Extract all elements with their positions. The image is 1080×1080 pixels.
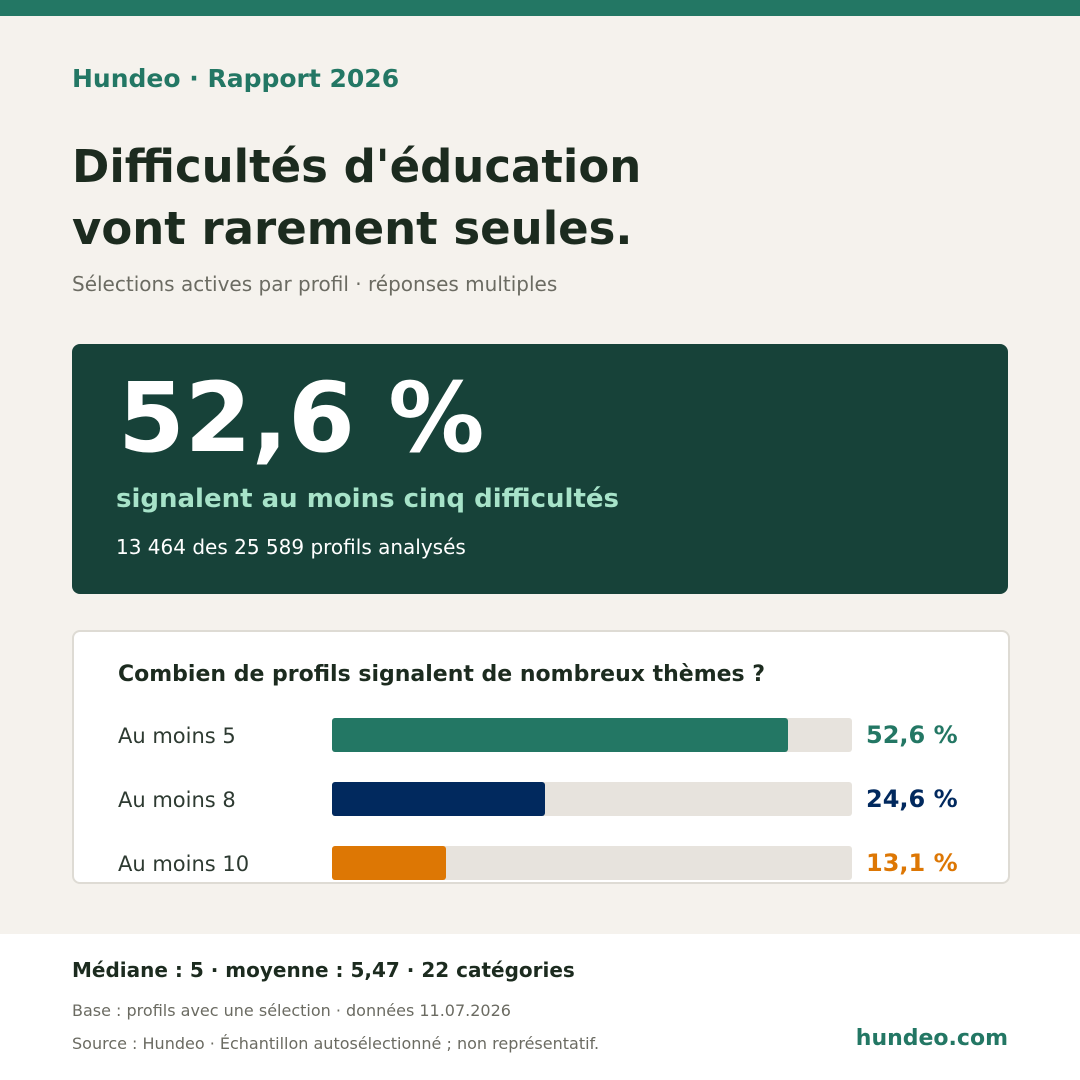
bar-fill — [332, 782, 545, 816]
bar-value-label: 13,1 % — [866, 849, 958, 877]
bar-row — [74, 718, 1008, 754]
website-link[interactable]: hundeo.com — [855, 1026, 1008, 1051]
bar-chart-card — [72, 630, 1010, 884]
bar-track — [332, 718, 852, 752]
title-line-2: vont rarement seules. — [72, 202, 633, 255]
bar-value-label: 52,6 % — [866, 721, 958, 749]
bar-row — [74, 782, 1008, 818]
bar-row — [74, 846, 1008, 882]
top-accent-stripe — [0, 0, 1080, 16]
bar-chart-title: Combien de profils signalent de nombreux thèmes ? — [118, 662, 766, 687]
highlight-value: 52,6 % — [118, 362, 485, 474]
page-title — [72, 136, 792, 260]
highlight-detail: 13 464 des 25 589 profils analysés — [116, 535, 466, 559]
bar-fill — [332, 718, 788, 752]
highlight-label: signalent au moins cinq difficultés — [116, 484, 619, 514]
brand-line: Hundeo · Rapport 2026 — [72, 64, 400, 93]
footer-base-note: Base : profils avec une sélection · données 11.07.2026 — [72, 1001, 511, 1020]
footer-stats: Médiane : 5 · moyenne : 5,47 · 22 catégories — [72, 958, 575, 982]
footer — [0, 934, 1080, 1080]
bar-fill — [332, 846, 446, 880]
bar-track — [332, 782, 852, 816]
bar-category-label: Au moins 8 — [118, 788, 236, 812]
bar-value-label: 24,6 % — [866, 785, 958, 813]
page-subtitle: Sélections actives par profil · réponses multiples — [72, 272, 558, 296]
highlight-card — [72, 344, 1008, 594]
bar-track — [332, 846, 852, 880]
bar-category-label: Au moins 10 — [118, 852, 250, 876]
bar-category-label: Au moins 5 — [118, 724, 236, 748]
title-line-1: Difficultés d'éducation — [72, 140, 642, 193]
footer-source-note: Source : Hundeo · Échantillon autosélectionné ; non représentatif. — [72, 1034, 600, 1053]
